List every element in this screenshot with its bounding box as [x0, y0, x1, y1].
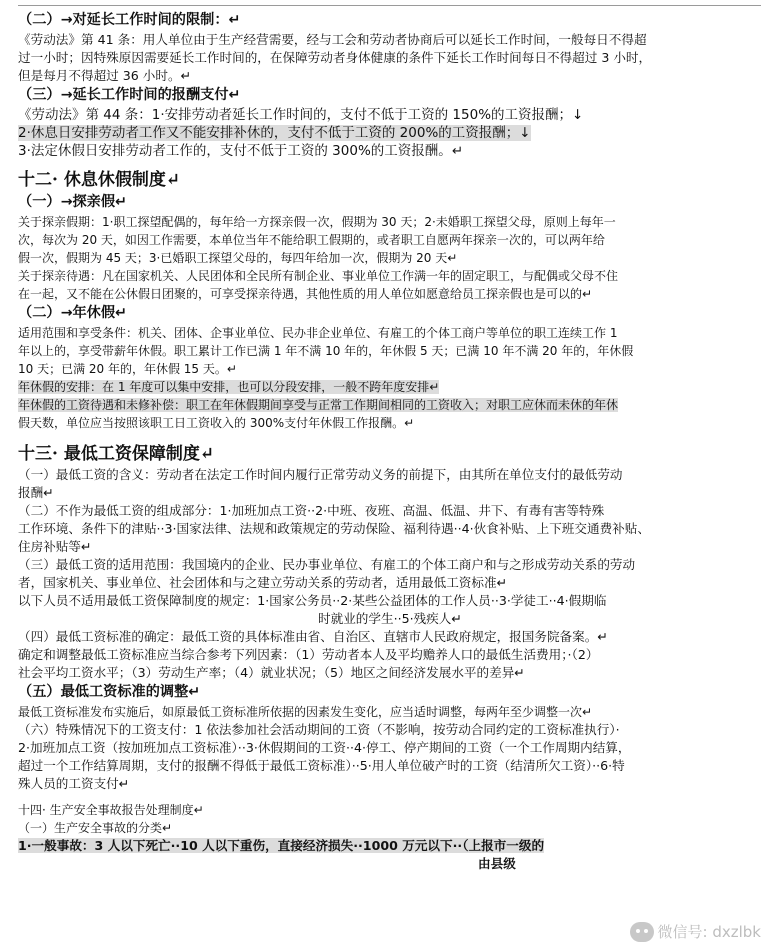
- paragraph-line: （六）特殊情况下的工资支付：1 依法参加社会活动期间的工资（不影响，按劳动合同约定的工资标准执行）·: [18, 722, 620, 737]
- heading-overtime-pay: （三）→延长工作时间的报酬支付↵: [18, 87, 241, 103]
- section-title-rest-leave: 十二· 休息休假制度↵: [18, 170, 181, 190]
- watermark-text: 微信号: dxzlbk: [657, 923, 761, 941]
- paragraph-line: 3·法定休假日安排劳动者工作的，支付不低于工资的 300%的工资报酬。↵: [18, 143, 464, 159]
- wechat-watermark: [630, 921, 761, 942]
- paragraph-line: 但是每月不得超过 36 小时。↵: [18, 68, 192, 83]
- paragraph-line: 关于探亲待遇：凡在国家机关、人民团体和全民所有制企业、事业单位工作满一年的固定职工，与配偶或父母不住: [18, 269, 619, 283]
- paragraph-line: 超过一个工作结算周期，支付的报酬不得低于最低工资标准）··5·用人单位破产时的工资（结清所欠工资）··6·特: [18, 758, 625, 773]
- paragraph-line: 假一次，假期为 45 天；3·已婚职工探望父母的，每四年给加一次，假期为 20 天↵: [18, 251, 458, 265]
- document-page: [18, 10, 762, 873]
- section-title-min-wage: 十三· 最低工资保障制度↵: [18, 444, 215, 464]
- paragraph-line: （四）最低工资标准的确定：最低工资的具体标准由省、自治区、直辖市人民政府规定，报国务院备案。↵: [18, 629, 608, 644]
- paragraph-line: 过一小时；因特殊原因需要延长工作时间的，在保障劳动者身体健康的条件下延长工作时间每日不得超过 3 小时，: [18, 50, 652, 65]
- paragraph-line: 《劳动法》第 41 条：用人单位由于生产经营需要，经与工会和劳动者协商后可以延长工作时间，一般每日不得超: [18, 32, 647, 47]
- wechat-icon: [630, 922, 654, 942]
- paragraph-line: 时就业的学生··5·残疾人↵: [318, 611, 462, 626]
- paragraph-line: 殊人员的工资支付↵: [18, 776, 130, 791]
- paragraph-line: 年休假的工资待遇和未修补偿：职工在年休假期间享受与正常工作期间相同的工资收入；对职工应休而未休的年休: [18, 398, 619, 412]
- paragraph-line: 1·一般事故：3 人以下死亡··10 人以下重伤，直接经济损失··1000 万元以下··（上报市一级的: [18, 838, 545, 853]
- paragraph-line: 者，国家机关、事业单位、社会团体和与之建立劳动关系的劳动者，适用最低工资标准↵: [18, 575, 508, 590]
- paragraph-line: 以下人员不适用最低工资保障制度的规定：1·国家公务员··2·某些公益团体的工作人员··3·学徒工··4·假期临: [18, 593, 607, 608]
- paragraph-line: 年休假的安排：在 1 年度可以集中安排，也可以分段安排，一般不跨年度安排↵: [18, 380, 440, 394]
- paragraph-line: 年以上的，享受带薪年休假。职工累计工作已满 1 年不满 10 年的，年休假 5 天；已满 10 年不满 20 年的，年休假: [18, 344, 634, 358]
- heading-annual-leave: （二）→年休假↵: [18, 305, 127, 321]
- paragraph-line: 《劳动法》第 44 条：1·安排劳动者延长工作时间的，支付不低于工资的 150%的工资报酬；↓: [18, 107, 584, 123]
- heading-overtime-limit: （二）→对延长工作时间的限制：↵: [18, 12, 241, 28]
- paragraph-line: 最低工资标准发布实施后，如原最低工资标准所依据的因素发生变化，应当适时调整，每两年至少调整一次↵: [18, 705, 593, 719]
- paragraph-line: 社会平均工资水平；（3）劳动生产率；（4）就业状况；（5）地区之间经济发展水平的差异↵: [18, 665, 525, 680]
- paragraph-line: 由县级: [478, 856, 516, 871]
- paragraph-line: （一）最低工资的含义：劳动者在法定工作时间内履行正常劳动义务的前提下，由其所在单位支付的最低劳动: [18, 467, 623, 482]
- heading-min-wage-adjust: （五）最低工资标准的调整↵: [18, 684, 201, 700]
- paragraph-line: 确定和调整最低工资标准应当综合参考下列因素：（1）劳动者本人及平均赡养人口的最低生活费用；·（2）: [18, 647, 599, 662]
- paragraph-line: 关于探亲假期：1·职工探望配偶的，每年给一方探亲假一次，假期为 30 天；2·未婚职工探望父母，原则上每年一: [18, 215, 616, 229]
- paragraph-line: 2·休息日安排劳动者工作又不能安排补休的，支付不低于工资的 200%的工资报酬；↓: [18, 125, 531, 141]
- paragraph-line: （二）不作为最低工资的组成部分：1·加班加点工资··2·中班、夜班、高温、低温、井下、有毒有害等特殊: [18, 503, 605, 518]
- paragraph-line: 报酬↵: [18, 485, 54, 500]
- heading-home-leave: （一）→探亲假↵: [18, 194, 127, 210]
- paragraph-line: 次，每次为 20 天，如因工作需要，本单位当年不能给职工假期的，或者职工自愿两年探亲一次的，可以两年给: [18, 233, 605, 247]
- heading-accident-class: （一）生产安全事故的分类↵: [18, 821, 173, 835]
- paragraph-line: 2·加班加点工资（按加班加点工资标准）··3·休假期间的工资··4·停工、停产期间的工资（一个工作周期内结算，: [18, 740, 631, 755]
- paragraph-line: 在一起，又不能在公休假日团聚的，可享受探亲待遇，其他性质的用人单位如愿意给员工探亲假也是可以的↵: [18, 287, 593, 301]
- paragraph-line: （三）最低工资的适用范围：我国境内的企业、民办事业单位、有雇工的个体工商户和与之形成劳动关系的劳动: [18, 557, 636, 572]
- section-title-accident-report: 十四· 生产安全事故报告处理制度↵: [18, 803, 204, 817]
- paragraph-line: 适用范围和享受条件：机关、团体、企事业单位、民办非企业单位、有雇工的个体工商户等单位的职工连续工作 1: [18, 326, 618, 340]
- paragraph-line: 住房补贴等↵: [18, 539, 92, 554]
- paragraph-line: 工作环境、条件下的津贴··3·国家法律、法规和政策规定的劳动保险、福利待遇··4·伙食补贴、上下班交通费补贴、: [18, 521, 650, 536]
- paragraph-line: 10 天；已满 20 年的，年休假 15 天。↵: [18, 362, 237, 376]
- paragraph-line: 假天数，单位应当按照该职工日工资收入的 300%支付年休假工作报酬。↵: [18, 416, 415, 430]
- header-rule: [18, 5, 761, 6]
